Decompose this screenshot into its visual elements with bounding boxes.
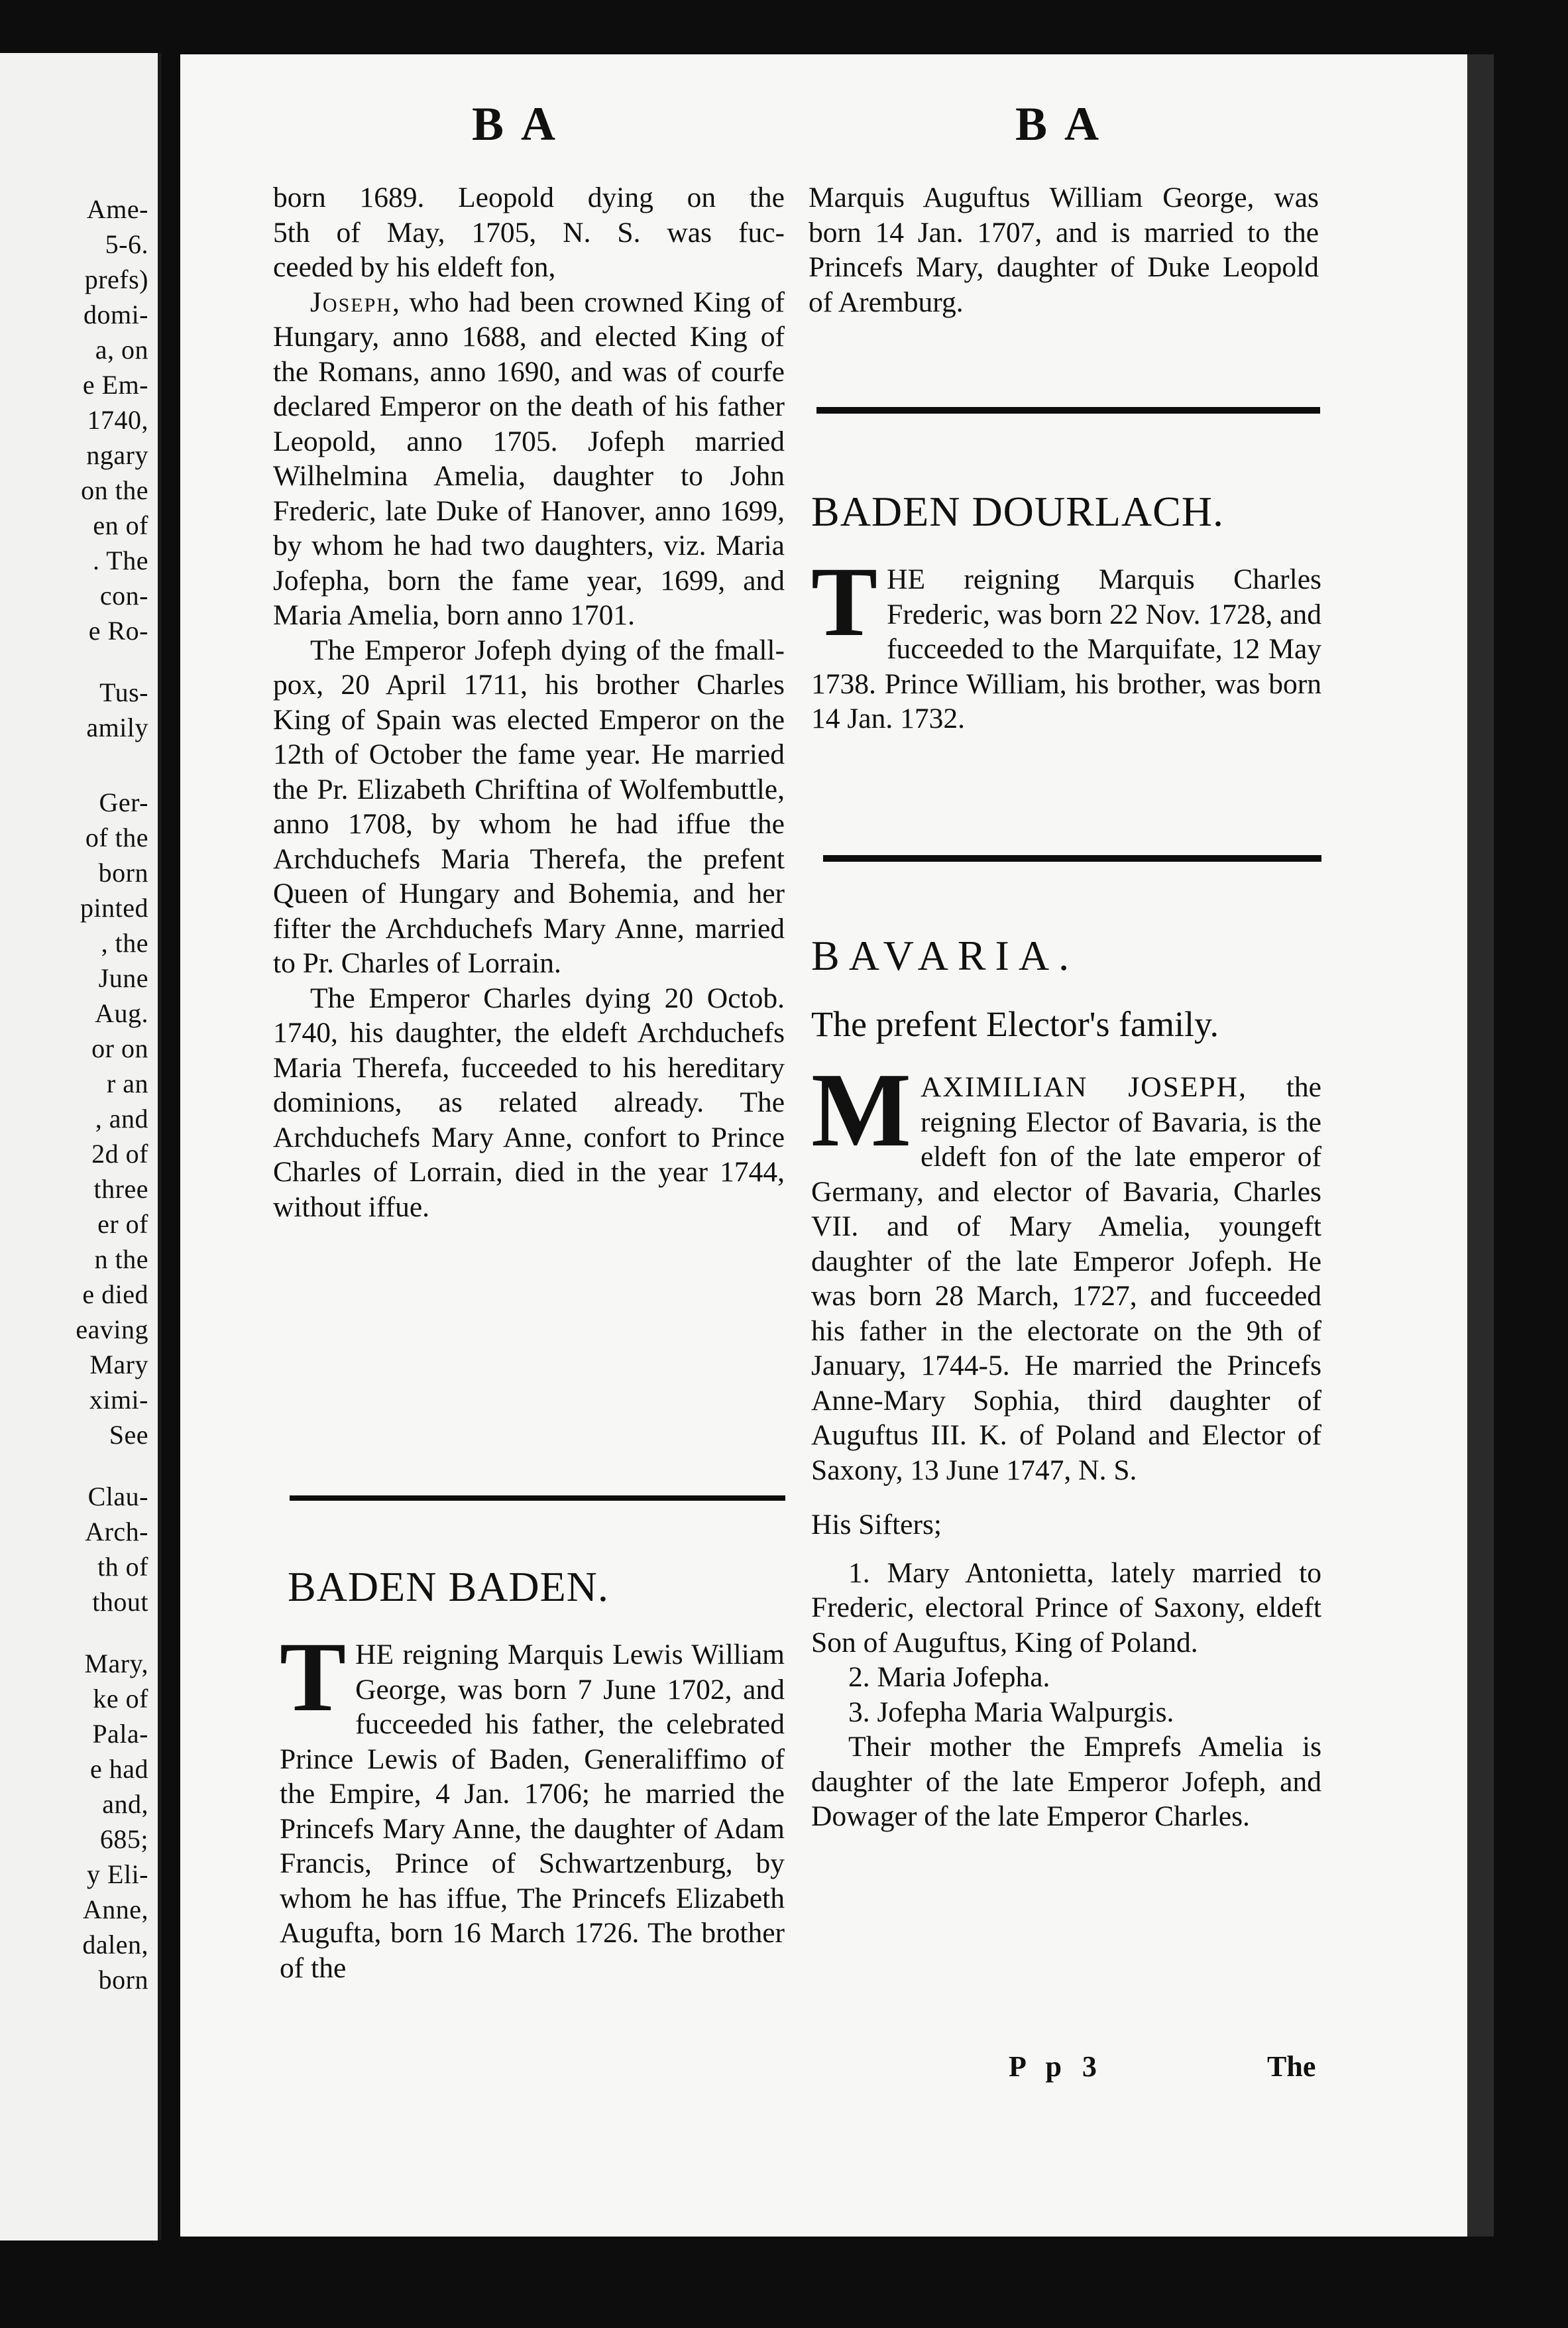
previous-page-line: e died [82,1279,148,1309]
previous-page-line: pinted [80,893,148,923]
previous-page-line: dalen, [82,1930,148,1959]
baden-dourlach-title: BADEN DOURLACH. [811,488,1224,535]
catchword: The [1267,2050,1316,2083]
section-rule [816,407,1320,414]
previous-page-line: a, on [95,335,148,365]
previous-page-line: Clau- [87,1482,148,1511]
joseph-text: , who had been crowned King of Hungary, anno 1688, and elected King of the Romans, anno 1690, and was of courfe declared Emperor on the death of his father Leopold, anno 1705. Jofeph married Wilhelmina Amelia, daughter to John Frederic, late Duke of Hanover, anno 1699, by whom he had two daughters, viz. Maria Jofepha, born the fame year, 1699, and Maria Amelia, born anno 1701. [273,286,785,631]
previous-page-line: e had [89,1754,148,1784]
previous-page-line: n the [94,1244,148,1274]
left-line-1: born 1689. Leopold dying on the [273,182,785,213]
previous-page-line: of the [85,823,148,852]
previous-page-line: . The [93,546,148,575]
previous-page-line: Mary, [84,1649,148,1678]
charles-death-paragraph: The Emperor Charles dying 20 Octob. 1740, his daughter, the eldeft Archduchefs Maria Therefa, fucceeded to his hereditary dominions, as related already. The Archduchefs Mary Anne, confort to Prince Charles of Lorrain, died in the year 1744, without iffue. [273,982,785,1223]
previous-page-line: , the [101,928,148,958]
baden-baden-section [280,1560,785,1985]
previous-page-line: Anne, [82,1894,148,1924]
previous-page-line: ximi- [89,1385,148,1415]
sister-1: 1. Mary Antonietta, lately married to Frederic, electoral Prince of Saxony, eldeft Son of Auguftus, King of Poland. [811,1556,1321,1659]
aremburg-paragraph: Marquis Auguftus William George, was born 14 Jan. 1707, and is married to the Princefs Mary, daughter of Duke Leopold of Aremburg. [809,182,1319,318]
previous-page-line: See [109,1420,148,1450]
previous-page-line: eaving [76,1314,148,1344]
previous-page-line: y Eli- [87,1859,148,1889]
previous-page-line: 1740, [87,405,148,435]
bavaria-title: BAVARIA. [811,932,1079,979]
running-head-right: BA [1015,97,1117,150]
section-rule [290,1495,785,1501]
baden-baden-text: THE reigning Marquis Lewis William George, was born 7 June 1702, and fucceeded his father, the celebrated Prince Lewis of Baden, Generaliffimo of the Empire, 4 Jan. 1706; he married the Princefs Mary Anne, the daughter of Adam Francis, Prince of Schwartzenburg, by whom he has iffue, The Princefs Elizabeth Augufta, born 16 March 1726. The brother of the [280,1622,785,1984]
baden-dourlach-section [811,485,1321,736]
page-signature: P p 3 [1009,2050,1103,2083]
mother-paragraph: Their mother the Emprefs Amelia is daughter of the late Emperor Jofeph, and Dowager of the late Emperor Charles. [811,1731,1321,1832]
previous-page-line: Pala- [92,1719,148,1749]
previous-page-line: prefs) [84,264,148,294]
baden-baden-title: BADEN BADEN. [288,1563,609,1610]
sisters-heading: His Sifters; [811,1509,942,1541]
previous-page-line: th of [97,1552,148,1582]
previous-page-line: con- [99,581,148,611]
sister-2: 2. Maria Jofepha. [848,1661,1050,1693]
left-line-2: 5th of May, 1705, N. S. was fuc- [273,216,785,249]
previous-page-line: ke of [93,1684,148,1714]
previous-page-line: Tus- [99,677,148,707]
joseph-lead: Joseph [310,286,392,318]
previous-page-line: on the [81,475,148,505]
bavaria-subtitle: The prefent Elector's family. [811,1004,1219,1044]
previous-page-line: June [98,963,148,993]
previous-page-line: thout [92,1587,148,1617]
previous-page-line: Ger- [99,787,148,817]
previous-page-line: Arch- [85,1517,148,1546]
left-column [273,180,785,1224]
drop-cap: T [811,547,878,657]
drop-cap: M [811,1051,912,1169]
page [180,54,1467,2237]
previous-page-line: three [93,1174,148,1204]
previous-page-line: amily [86,713,148,742]
previous-page-edge [0,53,162,2241]
left-line-3: ceeded by his eldeft fon, [273,251,556,283]
previous-page-line: 5-6. [105,229,148,259]
previous-page-line: domi- [83,300,148,329]
previous-page-line: e Ro- [88,616,148,646]
book-binding [1467,54,1494,2237]
right-column [809,180,1319,320]
previous-page-line: born [98,1965,148,1995]
drop-cap: T [280,1622,347,1732]
previous-page-line: Mary [89,1350,148,1379]
previous-page-line: 2d of [91,1139,148,1169]
baden-dourlach-text: THE reigning Marquis Charles Frederic, was born 22 Nov. 1728, and fucceeded to the Marquifate, 12 May 1738. Prince William, his brother, was born 14 Jan. 1732. [811,547,1321,734]
previous-page-line: er of [97,1209,148,1239]
previous-page-line: Ame- [86,194,148,224]
previous-page-line: and, [102,1789,148,1819]
previous-page-line: Aug. [95,998,148,1028]
previous-page-line: or on [91,1033,148,1063]
sister-3: 3. Jofepha Maria Walpurgis. [848,1696,1174,1728]
section-rule [823,855,1321,862]
previous-page-line: , and [95,1104,148,1134]
previous-page-line: ngary [86,440,148,470]
bavaria-elector-text: MAXIMILIAN JOSEPH, the reigning Elector of Bavaria, is the eldeft fon of the late emperor of Germany, and elector of Bavaria, Charles VII. and of Mary Amelia, youngeft daughter of the late Emperor Jofeph. He was born 28 March, 1727, and fucceeded his father in the electorate on the 9th of January, 1744-5. He married the Princefs Anne-Mary Sophia, third daughter of Auguftus III. K. of Poland and Elector of Saxony, 13 June 1747, N. S. [811,1051,1321,1486]
joseph-paragraph [273,285,785,633]
running-head-left: BA [472,97,573,150]
charles-paragraph: The Emperor Jofeph dying of the fmall-pox, 20 April 1711, his brother Charles King of Spain was elected Emperor on the 12th of October the fame year. He married the Pr. Elizabeth Chriftina of Wolfembuttle, anno 1708, by whom he had iffue the Archduchefs Maria Therefa, the prefent Queen of Hungary and Bohemia, and her fifter the Archduchefs Mary Anne, married to Pr. Charles of Lorrain. [273,634,785,979]
previous-page-line: e Em- [82,370,148,400]
previous-page-line: en of [93,510,148,540]
previous-page-line: 685; [99,1824,148,1854]
previous-page-line: born [98,858,148,888]
previous-page-line: r an [106,1069,148,1098]
bavaria-section [811,929,1321,1834]
